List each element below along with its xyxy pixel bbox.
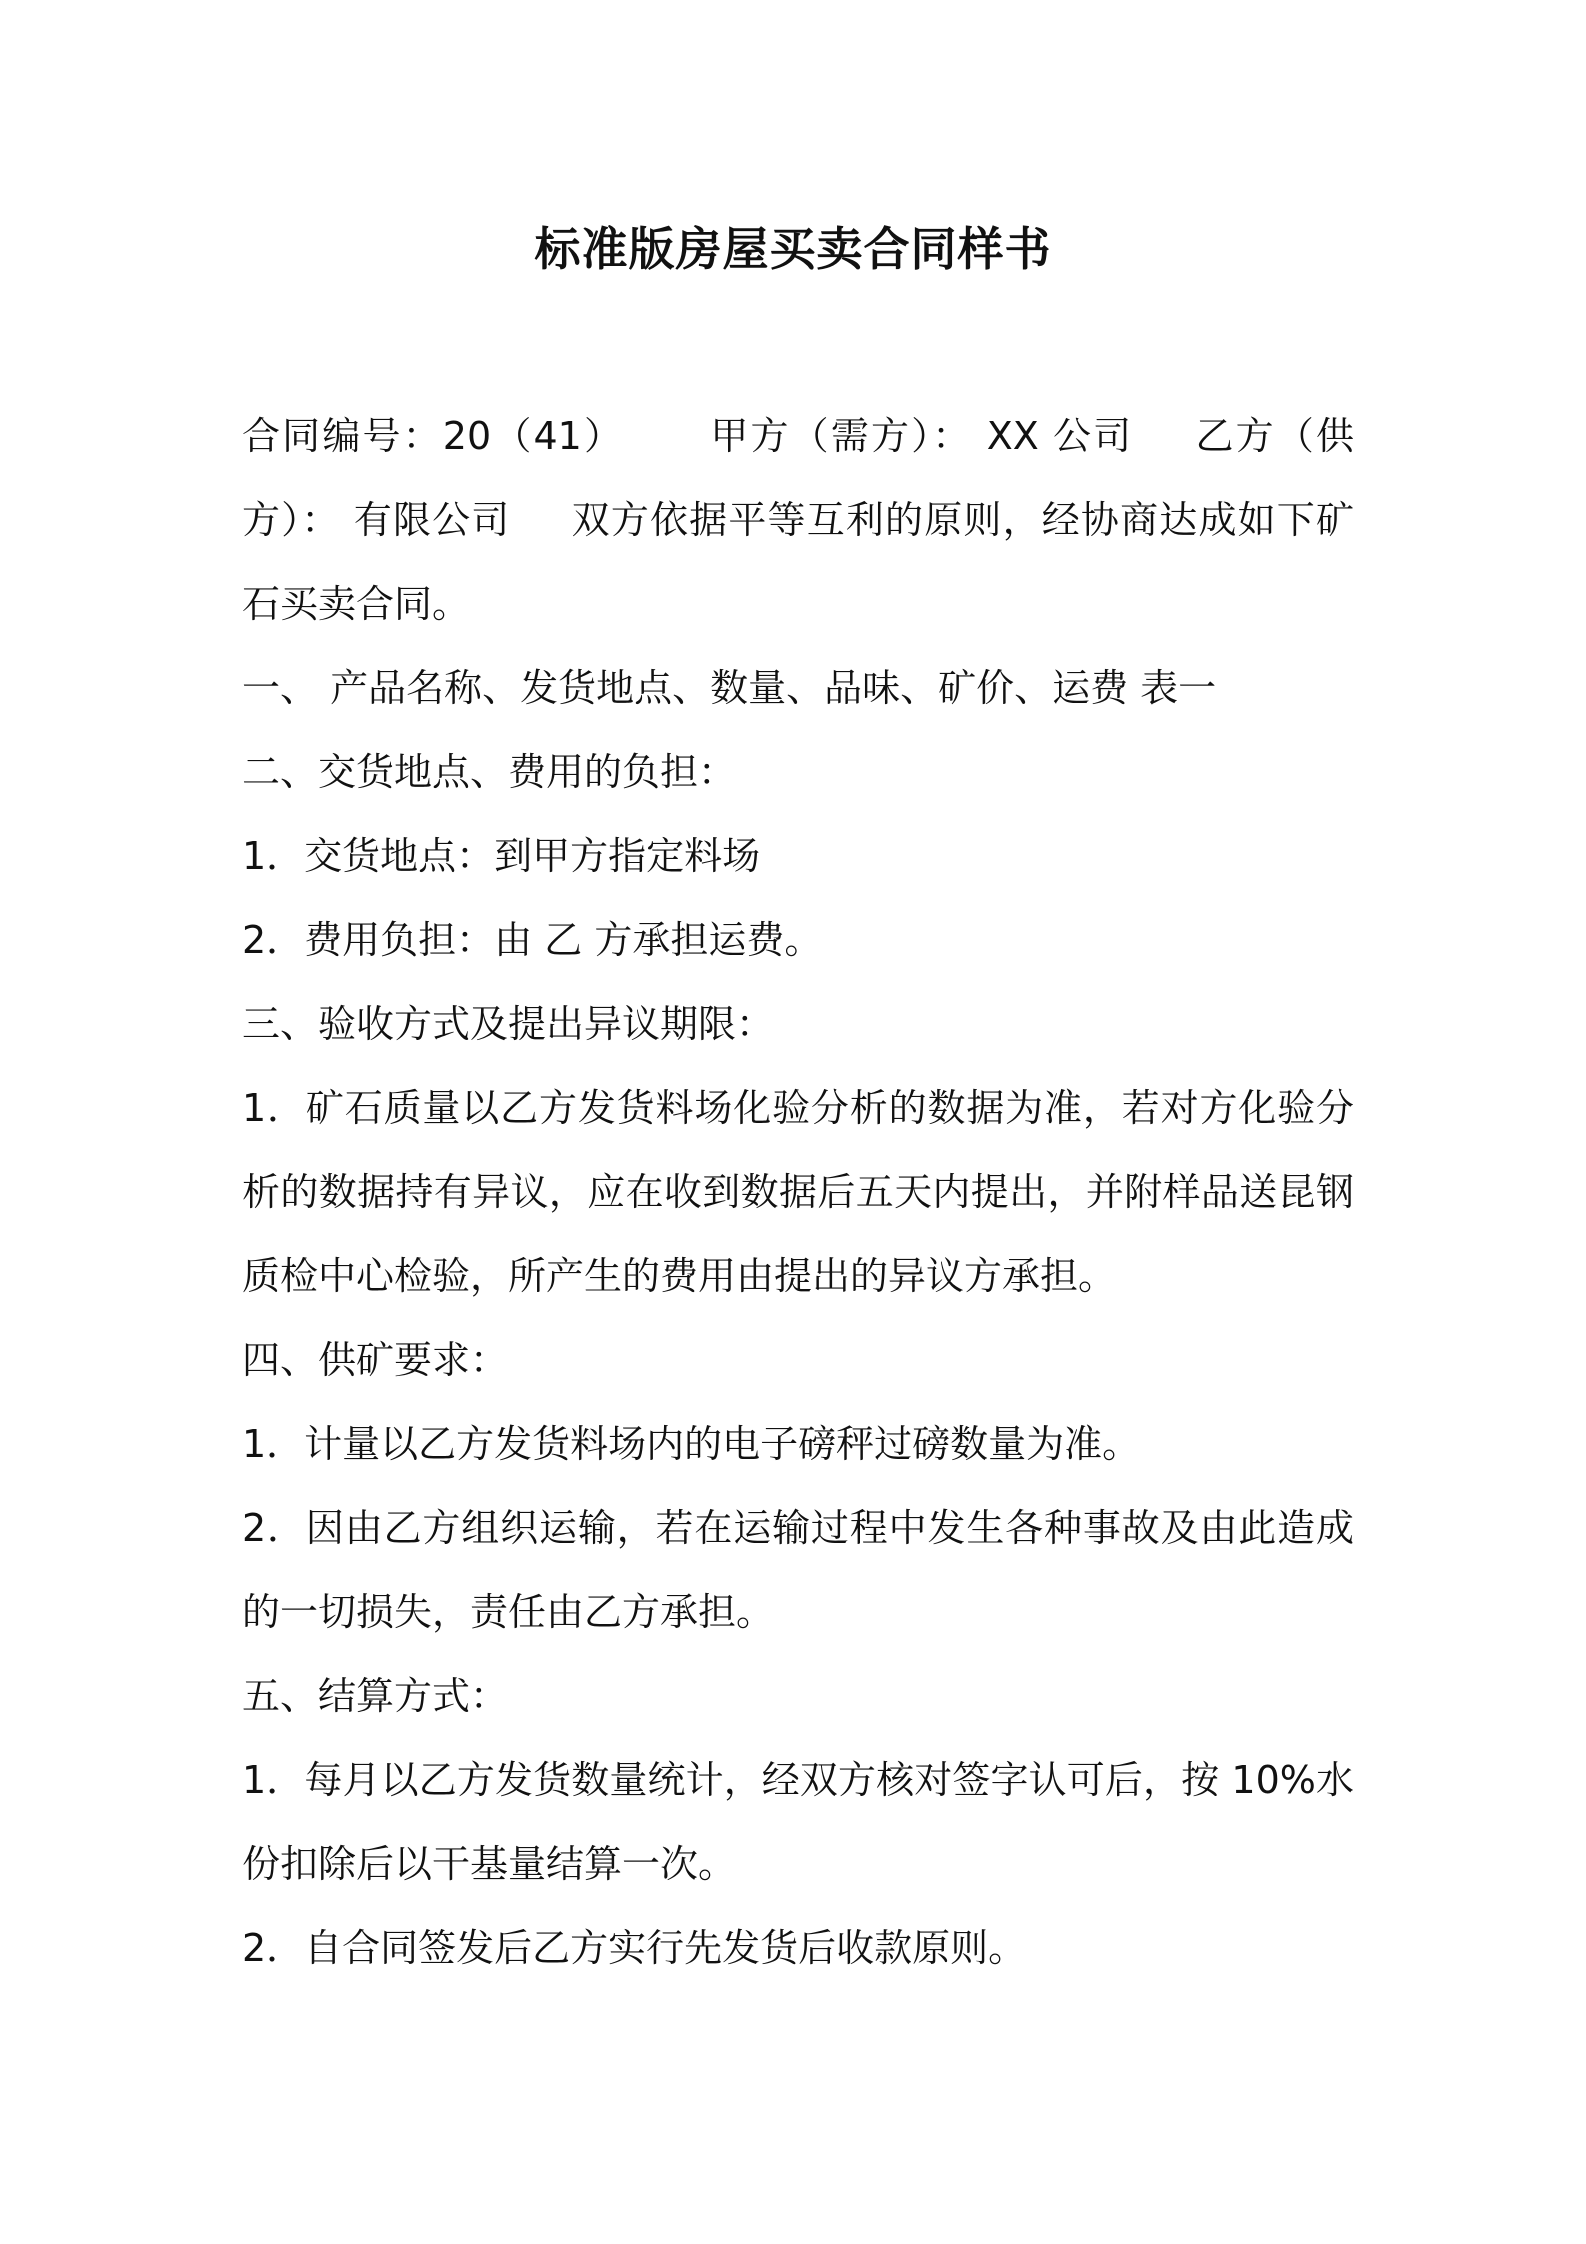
section-line: 1．矿石质量以乙方发货料场化验分析的数据为准，若对方化验分析的数据持有异议，应在收到数据后五天内提出，并附样品送昆钢质检中心检验，所产生的费用由提出的异议方承担。 bbox=[242, 1086, 1354, 1298]
section-line: 二、交货地点、费用的负担： bbox=[242, 750, 737, 794]
section-line: 1．计量以乙方发货料场内的电子磅秤过磅数量为准。 bbox=[242, 1422, 1141, 1466]
section-line: 1．交货地点：到甲方指定料场 bbox=[242, 834, 761, 878]
section-line: 五、结算方式： bbox=[242, 1674, 509, 1718]
section-line: 2．费用负担：由 乙 方承担运费。 bbox=[242, 918, 823, 962]
contract-intro: 双方依据平等互利的原则，经协商达成如下矿石买卖合同。 bbox=[242, 498, 1354, 626]
document-body bbox=[242, 394, 1354, 1990]
contract-header-paragraph bbox=[242, 394, 1354, 646]
section-line: 一、 产品名称、发货地点、数量、品味、矿价、运费 表一 bbox=[242, 666, 1217, 710]
section-line: 三、验收方式及提出异议期限： bbox=[242, 1002, 775, 1046]
section-line: 1．每月以乙方发货数量统计，经双方核对签字认可后，按 10%水份扣除后以干基量结算一次。 bbox=[242, 1758, 1354, 1886]
section-line: 2．因由乙方组织运输，若在运输过程中发生各种事故及由此造成的一切损失，责任由乙方承担。 bbox=[242, 1506, 1354, 1634]
party-b-end: 方）： 有限公司 bbox=[242, 498, 511, 542]
party-a: 甲方（需方）： XX 公司 bbox=[708, 414, 1134, 458]
section-line: 2．自合同签发后乙方实行先发货后收款原则。 bbox=[242, 1926, 1027, 1970]
party-b-start: 乙方（供 bbox=[1193, 414, 1354, 458]
document-title: 标准版房屋买卖合同样书 bbox=[534, 222, 1052, 276]
section-line: 四、供矿要求： bbox=[242, 1338, 509, 1382]
contract-number: 合同编号：20（41） bbox=[242, 414, 625, 458]
